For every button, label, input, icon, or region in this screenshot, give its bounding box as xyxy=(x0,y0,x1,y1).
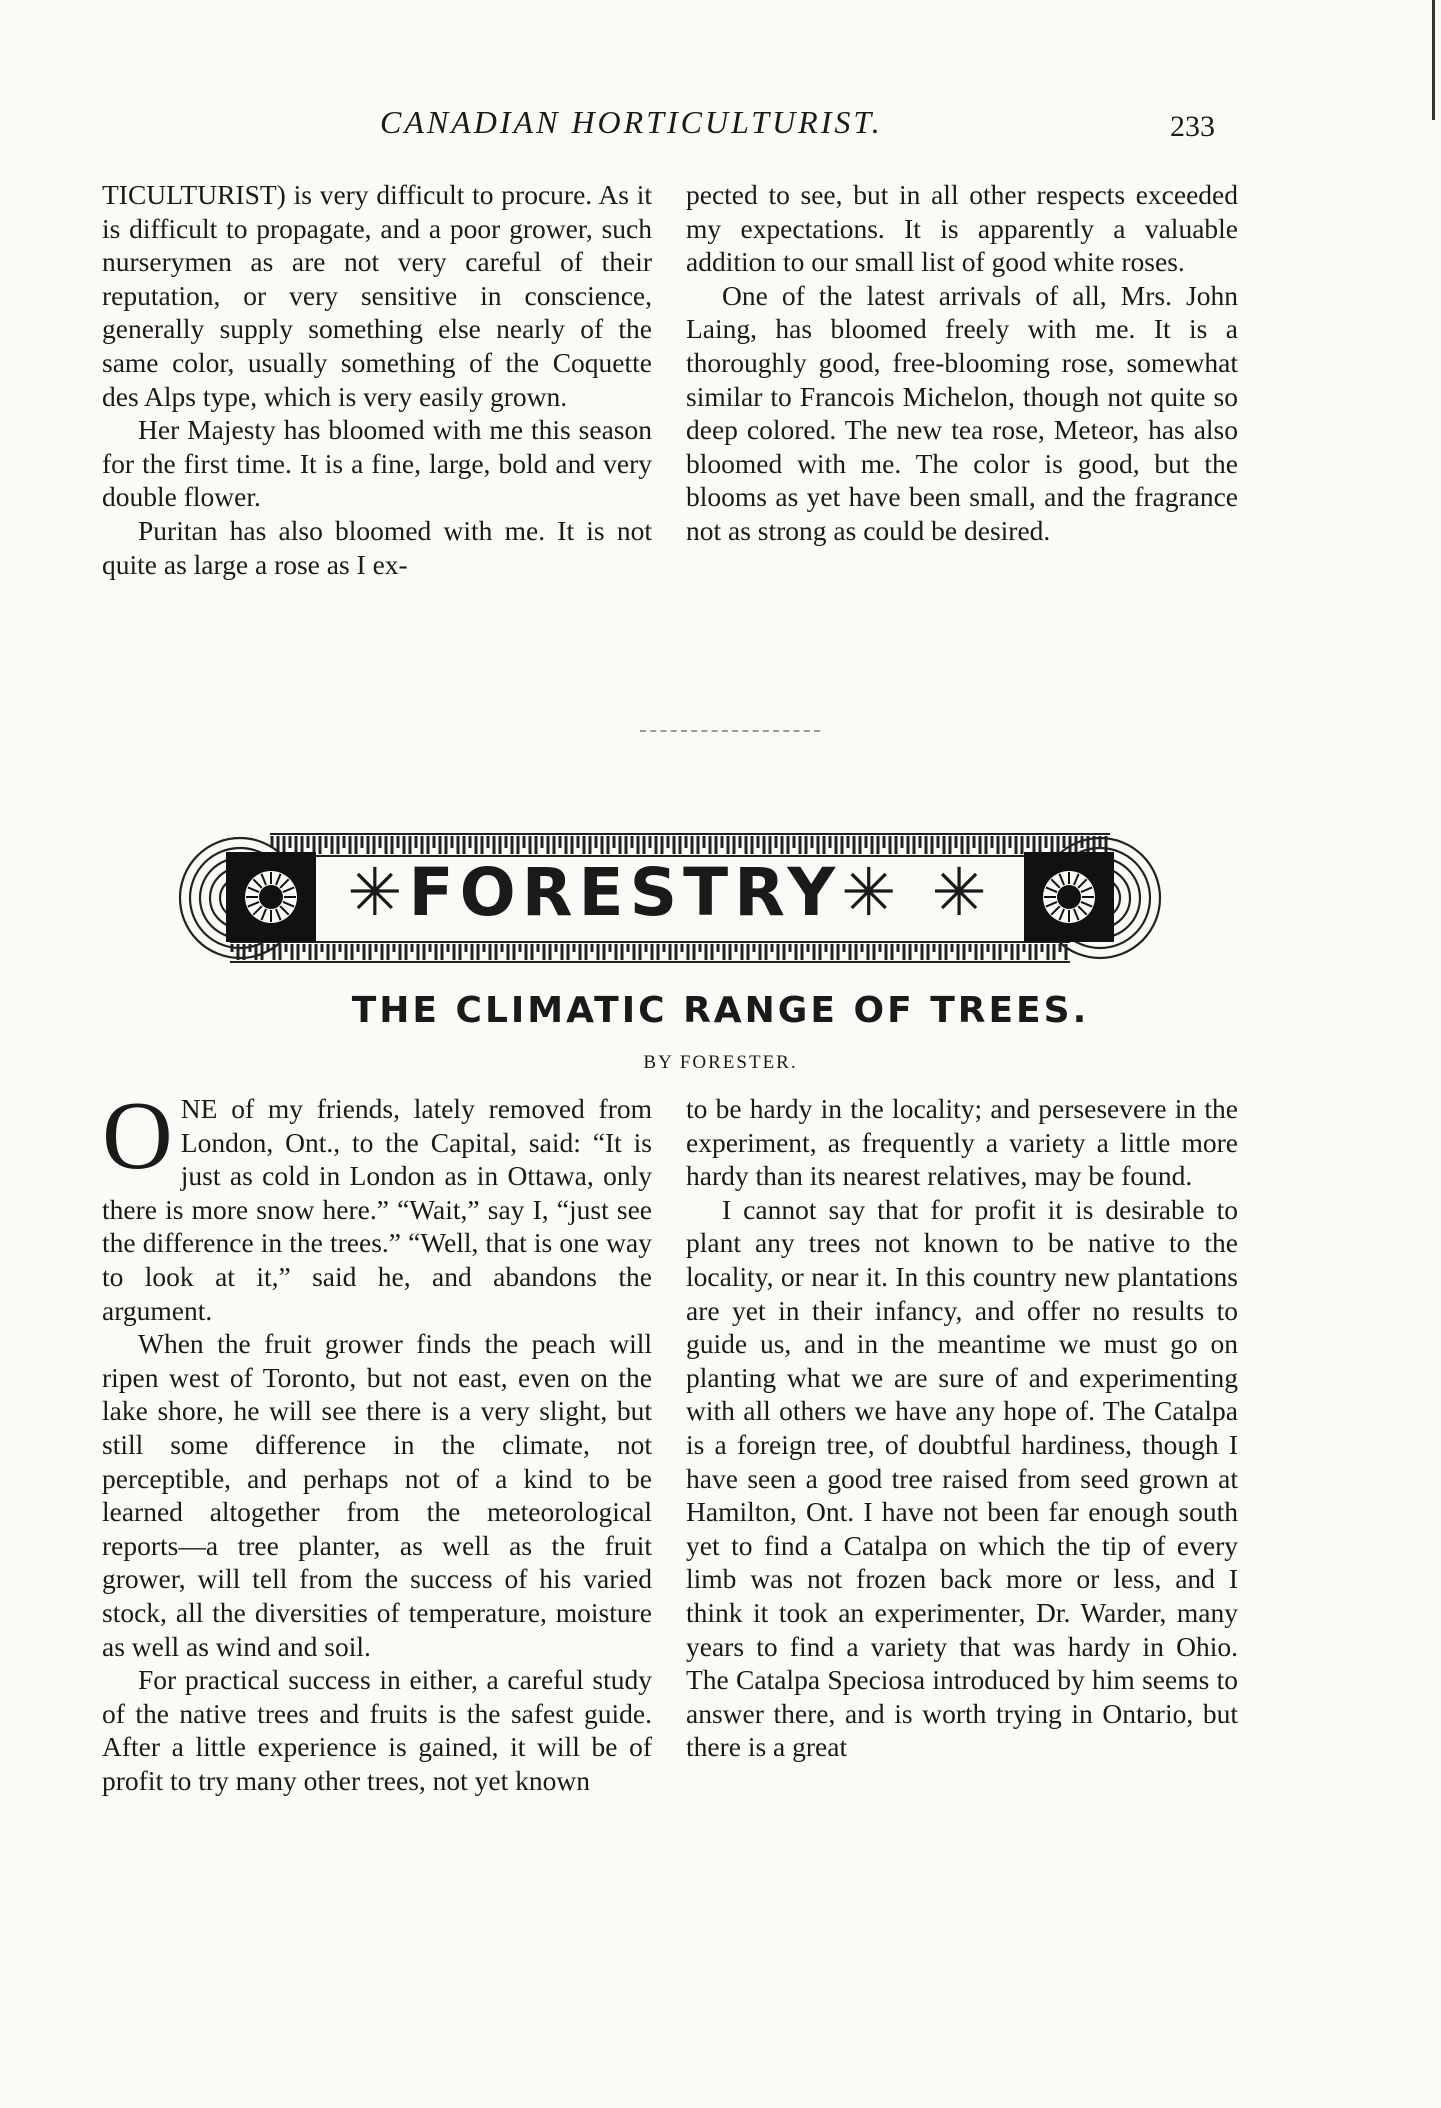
paragraph: One of the latest arrivals of all, Mrs. John Laing, has bloomed freely with me. It is a thoroughly good, free-blooming rose, somewhat similar to Francois Michelon, though not quite so deep colored. The new tea rose, Meteor, has also bloomed with me. The color is good, but the blooms as yet have been small, and the fragrance not as strong as could be desired. xyxy=(686,279,1238,546)
article-right-column xyxy=(686,1092,1238,1764)
upper-right-column xyxy=(686,178,1238,548)
running-title: CANADIAN HORTICULTURIST. xyxy=(380,104,883,140)
drop-cap: O xyxy=(102,1082,173,1190)
forestry-banner xyxy=(160,812,1180,982)
page-number: 233 xyxy=(1170,110,1215,143)
byline: BY FORESTER. xyxy=(643,1052,798,1073)
paragraph: to be hardy in the locality; and persesevere in the experiment, as frequently a variety a little more hardy than its nearest relatives, may be found. xyxy=(686,1093,1238,1192)
paragraph: Puritan has also bloomed with me. It is not quite as large a rose as I ex- xyxy=(102,514,652,580)
section-separator xyxy=(640,730,820,736)
paragraph: pected to see, but in all other respects exceeded my expectations. It is apparently a valuable addition to our small list of good white roses. xyxy=(686,179,1238,278)
paragraph: TICULTURIST) is very difficult to procure. As it is difficult to propagate, and a poor grower, such nurserymen as are not very careful of their reputation, or very sensitive in conscience, generally supply something else nearly of the same color, usually something of the Coquette des Alps type, which is very easily grown. xyxy=(102,179,652,412)
paragraph: For practical success in either, a careful study of the native trees and fruits is the safest guide. After a little experience is gained, it will be of profit to try many other trees, not yet known xyxy=(102,1664,652,1796)
paragraph: When the fruit grower finds the peach will ripen west of Toronto, but not east, even on the lake shore, he will see there is a very slight, but still some difference in the climate, not perceptible, and perhaps not of a kind to be learned altogether from the meteorological reports—a tree planter, as well as the fruit grower, will tell from the success of his varied stock, all the diversities of temperature, moisture as well as wind and soil. xyxy=(102,1328,652,1662)
section-title: ✳FORESTRY✳ ✳ xyxy=(347,854,993,931)
paragraph: I cannot say that for profit it is desirable to plant any trees not known to be native to the locality, or near it. In this country new plantations are yet in their infancy, and offer no results to guide us, and in the meantime we must go on planting what we are sure of and experimenting with all others we have any hope of. The Catalpa is a foreign tree, of doubtful hardiness, though I have seen a good tree raised from seed grown at Hamilton, Ont. I have not been far enough south yet to find a Catalpa on which the tip of every limb was not frozen back more or less, and I think it took an experimenter, Dr. Warder, many years to find a variety that was hardy in Ohio. The Catalpa Speciosa introduced by him seems to answer there, and is worth trying in Ontario, but there is a great xyxy=(686,1193,1238,1763)
upper-left-column xyxy=(102,178,652,581)
paragraph: Her Majesty has bloomed with me this season for the first time. It is a fine, large, bold and very double flower. xyxy=(102,414,652,513)
margin-rule xyxy=(1432,0,1435,120)
article-left-column xyxy=(102,1082,652,1797)
article-title: THE CLIMATIC RANGE OF TREES. xyxy=(351,990,1090,1031)
opening-paragraph xyxy=(102,1082,652,1327)
paragraph-text: NE of my friends, lately removed from London, Ont., to the Capital, said: “It is just as cold in London as in Ottawa, only there is more snow here.” “Wait,” say I, “just see the difference in the trees.” “Well, that is one way to look at it,” said he, and abandons the argument. xyxy=(102,1093,652,1326)
